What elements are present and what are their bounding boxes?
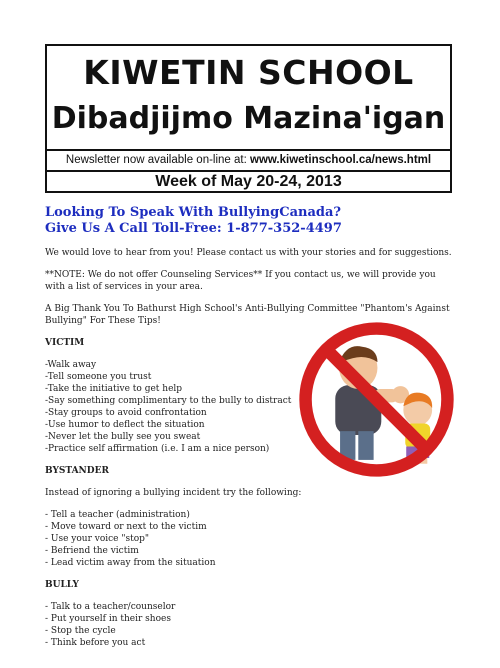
list-item: -Stay groups to avoid confrontation [45, 408, 207, 418]
bystander-heading: BYSTANDER [45, 466, 109, 476]
school-title: KIWETIN SCHOOL [83, 53, 414, 92]
list-item: -Never let the bully see you sweat [45, 432, 201, 442]
bully-list [45, 601, 455, 649]
list-item: - Talk to a teacher/counselor [45, 602, 176, 612]
list-item: - Move toward or next to the victim [45, 522, 207, 532]
list-item: - Use your voice "stop" [45, 534, 150, 544]
bystander-intro: Instead of ignoring a bullying incident try the following: [45, 488, 302, 498]
list-item: - Lead victim away from the situation [45, 558, 216, 568]
thanks-paragraph: A Big Thank You To Bathurst High School's Anti-Bullying Committee "Phantom's Against Bullying" For These Tips! [45, 304, 450, 326]
list-item: -Take the initiative to get help [45, 384, 183, 394]
bystander-list [45, 509, 455, 569]
divider [47, 149, 450, 151]
list-item: -Use humor to deflect the situation [45, 420, 205, 430]
list-item: -Say something complimentary to the bully to distract [45, 396, 292, 406]
online-url-link[interactable]: www.kiwetinschool.ca/news.html [250, 154, 432, 166]
list-item: - Tell a teacher (administration) [45, 510, 190, 520]
intro-paragraph: We would love to hear from you! Please contact us with your stories and for suggestions. [45, 248, 452, 258]
week-label: Week of May 20-24, 2013 [155, 173, 342, 190]
online-prefix: Newsletter now available on-line at: [65, 154, 251, 166]
newsletter-subtitle: Dibadjijmo Mazina'igan [51, 101, 446, 136]
list-item: -Practice self affirmation (i.e. I am a nice person) [45, 444, 270, 454]
victim-heading: VICTIM [45, 338, 85, 348]
bully-heading: BULLY [45, 580, 79, 590]
masthead [45, 44, 452, 193]
list-item: -Walk away [45, 360, 97, 370]
no-bullying-illustration [295, 318, 458, 481]
note-paragraph: **NOTE: We do not offer Counseling Services** If you contact us, we will provide you with a list of services in your area. [45, 270, 436, 292]
list-item: - Befriend the victim [45, 546, 139, 556]
article-headline [45, 205, 455, 237]
list-item: - Put yourself in their shoes [45, 614, 171, 624]
headline-line-1: Looking To Speak With BullyingCanada? [45, 205, 341, 220]
list-item: - Stop the cycle [45, 626, 116, 636]
list-item: -Tell someone you trust [45, 372, 152, 382]
divider [47, 170, 450, 172]
online-notice [47, 154, 450, 166]
list-item: - Think before you act [45, 638, 146, 648]
headline-line-2: Give Us A Call Toll-Free: 1-877-352-4497 [45, 221, 342, 236]
